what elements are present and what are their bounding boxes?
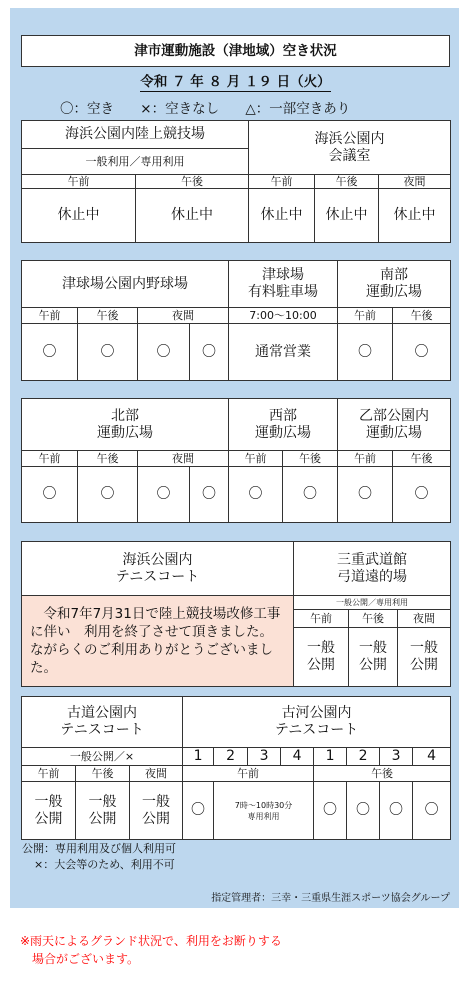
- page-title: 津市運動施設（津地域）空き状況: [134, 43, 337, 59]
- status-cell: 〇: [138, 467, 190, 523]
- col-night: 夜間: [130, 766, 183, 782]
- status-cell: 休止中: [136, 189, 249, 243]
- col-night: 夜間: [138, 308, 229, 324]
- manager-credit: 指定管理者：三幸・三重県生涯スポーツ協会グループ: [211, 893, 450, 904]
- status-cell: 一般 公開: [398, 628, 451, 687]
- availability-legend: [60, 100, 460, 120]
- status-cell: 〇: [347, 782, 380, 840]
- court-number: 3: [380, 748, 413, 766]
- facility-seibu-field: 西部 運動広場: [229, 399, 338, 451]
- section-1-table: [21, 120, 451, 243]
- page-title-box: [21, 35, 450, 67]
- col-am: 午前: [229, 451, 283, 467]
- col-am: 午前: [338, 308, 393, 324]
- facility-hokubu-field: 北部 運動広場: [22, 399, 229, 451]
- status-cell: 一般 公開: [22, 782, 76, 840]
- col-pm: 午後: [349, 610, 398, 628]
- col-night: 夜間: [138, 451, 229, 467]
- status-cell: 〇: [229, 467, 283, 523]
- status-cell: 通常営業: [229, 324, 338, 381]
- status-cell: 〇: [413, 782, 451, 840]
- section-2-table: [21, 260, 451, 381]
- col-pm: 午後: [78, 451, 138, 467]
- status-cell: 一般 公開: [294, 628, 349, 687]
- facility-furukawa-tennis: 古河公園内 テニスコート: [183, 697, 451, 748]
- status-cell: 〇: [183, 782, 214, 840]
- status-cell: 〇: [380, 782, 413, 840]
- status-cell: 〇: [190, 467, 229, 523]
- section-4-table: [21, 541, 451, 687]
- status-cell: 〇: [22, 324, 78, 381]
- section-5-table: [21, 696, 451, 840]
- status-cell: 〇: [190, 324, 229, 381]
- note-unavailable: ×：大会等のため、利用不可: [34, 858, 175, 871]
- col-pm: 午後: [283, 451, 338, 467]
- col-night: 夜間: [379, 175, 451, 189]
- col-am: 午前: [22, 308, 78, 324]
- facility-kaihin-tennis: 海浜公園内 テニスコート: [22, 542, 294, 596]
- col-pm: 午後: [393, 308, 451, 324]
- col-night: 夜間: [398, 610, 451, 628]
- col-am: 午前: [22, 175, 136, 189]
- legend-available: 〇：空き: [60, 101, 114, 117]
- court-number: 4: [413, 748, 451, 766]
- facility-kaihin-stadium-sub: 一般利用／専用利用: [22, 149, 249, 175]
- court-number: 2: [214, 748, 248, 766]
- status-cell: 一般 公開: [349, 628, 398, 687]
- date-label: [21, 72, 450, 92]
- facility-mie-budokan-sub: 一般公開／専用利用: [294, 596, 451, 610]
- status-cell-reserved: 7時～10時30分 専用利用: [214, 782, 314, 840]
- col-am: 午前: [22, 766, 76, 782]
- col-pm: 午後: [314, 766, 451, 782]
- status-cell: 〇: [138, 324, 190, 381]
- facility-kaihin-meeting-room: 海浜公園内 会議室: [249, 121, 451, 175]
- status-cell: 〇: [78, 324, 138, 381]
- legend-partial: △：一部空きあり: [245, 101, 351, 117]
- status-cell: 〇: [338, 324, 393, 381]
- col-hours: 7:00～10:00: [229, 308, 338, 324]
- facility-mie-budokan-kyudo: 三重武道館 弓道遠的場: [294, 542, 451, 596]
- col-am: 午前: [338, 451, 393, 467]
- facility-otobe-field: 乙部公園内 運動広場: [338, 399, 451, 451]
- status-cell: 〇: [338, 467, 393, 523]
- court-number: 3: [248, 748, 281, 766]
- status-cell: 休止中: [22, 189, 136, 243]
- status-cell: 〇: [314, 782, 347, 840]
- col-am: 午前: [249, 175, 315, 189]
- closure-notice: 令和7年7月31日で陸上競技場改修工事に伴い 利用を終了させて頂きました。ながらくのご利用ありがとうございました。: [22, 596, 294, 687]
- court-number: 1: [314, 748, 347, 766]
- facility-tsu-baseball: 津球場公園内野球場: [22, 261, 229, 308]
- note-public: 公開：専用利用及び個人利用可: [22, 842, 176, 855]
- facility-kaihin-stadium: 海浜公園内陸上競技場: [22, 121, 249, 149]
- col-pm: 午後: [136, 175, 249, 189]
- status-cell: 休止中: [379, 189, 451, 243]
- status-cell: 〇: [393, 467, 451, 523]
- status-cell: 一般 公開: [130, 782, 183, 840]
- status-cell: 〇: [283, 467, 338, 523]
- section-3-table: [21, 398, 451, 523]
- status-cell: 〇: [78, 467, 138, 523]
- col-pm: 午後: [393, 451, 451, 467]
- legend-full: ×：空きなし: [140, 101, 220, 117]
- facility-furumichi-tennis: 古道公園内 テニスコート: [22, 697, 183, 748]
- col-pm: 午後: [76, 766, 130, 782]
- col-am: 午前: [22, 451, 78, 467]
- status-cell: 一般 公開: [76, 782, 130, 840]
- date-text: 令和 ７ 年 ８ 月 １９ 日（火）: [140, 73, 331, 90]
- facility-nanbu-field: 南部 運動広場: [338, 261, 451, 308]
- col-pm: 午後: [78, 308, 138, 324]
- status-cell: 休止中: [249, 189, 315, 243]
- col-am: 午前: [183, 766, 314, 782]
- status-cell: 〇: [22, 467, 78, 523]
- rain-warning: ※雨天によるグランド状況で、利用をお断りする 場合がございます。: [20, 934, 282, 966]
- court-number: 2: [347, 748, 380, 766]
- col-pm: 午後: [315, 175, 379, 189]
- status-cell: 休止中: [315, 189, 379, 243]
- facility-tsu-parking: 津球場 有料駐車場: [229, 261, 338, 308]
- court-number: 1: [183, 748, 214, 766]
- status-cell: 〇: [393, 324, 451, 381]
- col-am: 午前: [294, 610, 349, 628]
- facility-furumichi-sub: 一般公開／×: [22, 748, 183, 766]
- court-number: 4: [281, 748, 314, 766]
